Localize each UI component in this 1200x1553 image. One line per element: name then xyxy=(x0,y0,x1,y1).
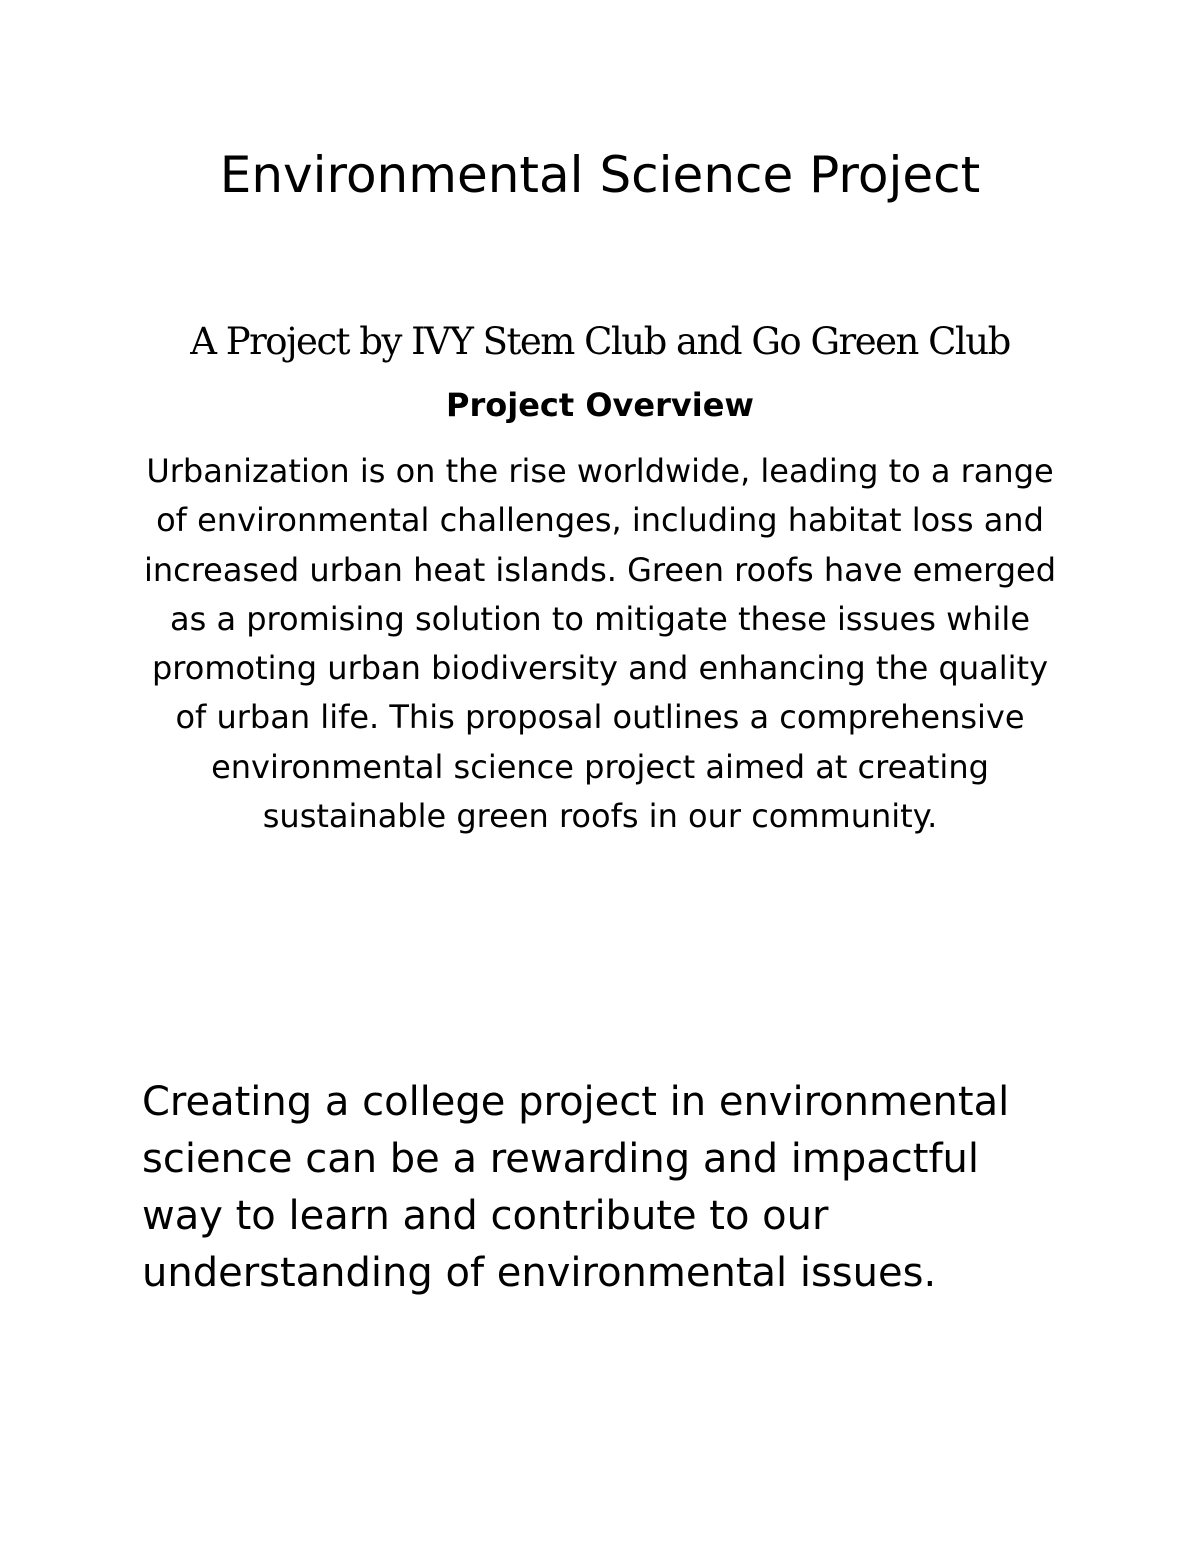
overview-paragraph: Urbanization is on the rise worldwide, leading to a range of environmental challenges, including habitat loss and increased urban heat islands. Green roofs have emerged as a promising solution to mitigate these issues while promoting urban biodiversity and enhancing the quality of urban life. This proposal outlines a comprehensive environmental science project aimed at creating sustainable green roofs in our community. xyxy=(143,452,1057,836)
section-heading: Project Overview xyxy=(446,386,754,424)
document-subtitle: A Project by IVY Stem Club and Go Green Club xyxy=(190,320,1010,363)
closing-paragraph: Creating a college project in environmental science can be a rewarding and impactful way to learn and contribute to our understanding of environmental issues. xyxy=(142,1079,1010,1296)
document-title: Environmental Science Project xyxy=(219,146,981,204)
